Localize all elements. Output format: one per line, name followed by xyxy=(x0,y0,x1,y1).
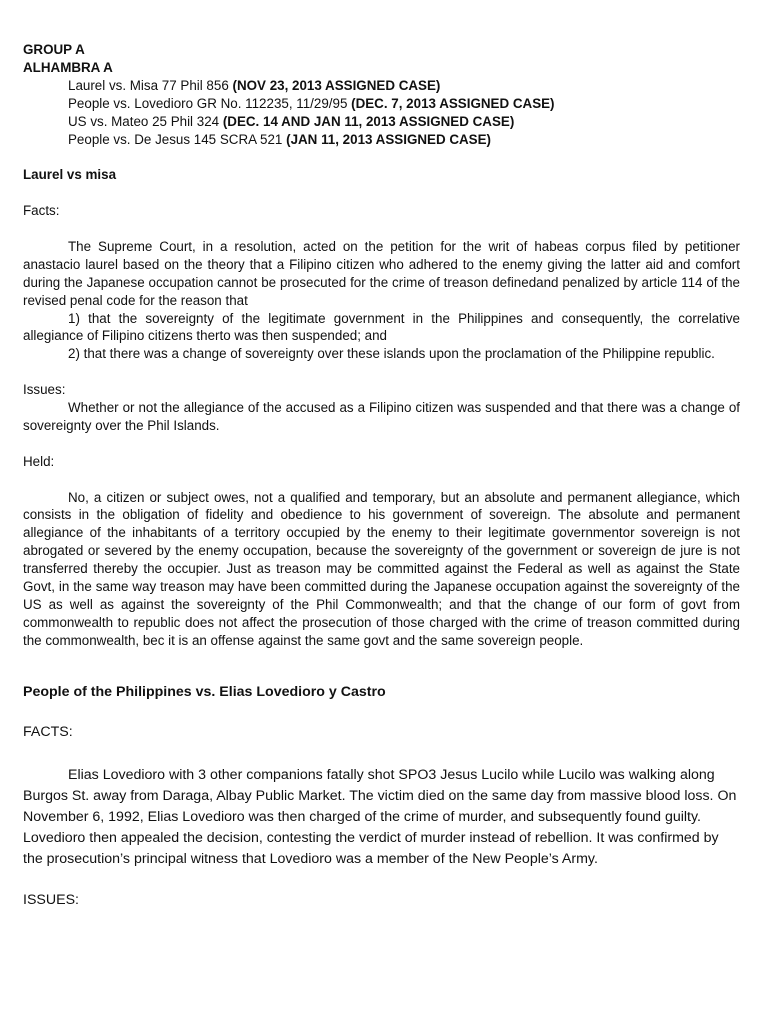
case-citation: People vs. Lovedioro GR No. 112235, 11/29/95 xyxy=(68,95,352,111)
case-list-item xyxy=(68,77,740,95)
case1-facts-label: Facts: xyxy=(23,203,60,219)
case-citation: Laurel vs. Misa 77 Phil 856 xyxy=(68,77,233,93)
case2-title: People of the Philippines vs. Elias Lovedioro y Castro xyxy=(23,683,386,700)
subgroup-heading: ALHAMBRA A xyxy=(23,59,113,75)
case2-section xyxy=(23,702,740,911)
case-assigned: (NOV 23, 2013 ASSIGNED CASE) xyxy=(232,77,441,93)
case-list-item xyxy=(68,113,740,131)
case-citation: US vs. Mateo 25 Phil 324 xyxy=(68,113,223,129)
case1-title: Laurel vs misa xyxy=(23,167,117,183)
case1-facts-point-1: 1) that the sovereignty of the legitimate government in the Philippines and consequently, the correlative allegiance of Filipino citizens therto was then suspended; and xyxy=(23,310,740,344)
case-assigned: (DEC. 7, 2013 ASSIGNED CASE) xyxy=(351,95,555,111)
case1-facts-point-2: 2) that there was a change of sovereignty over these islands upon the proclamation of the Philippine republic. xyxy=(68,346,715,362)
case2-facts-label: FACTS: xyxy=(23,723,73,740)
case-list-item xyxy=(68,95,740,113)
case-list xyxy=(23,77,740,149)
case1-facts-paragraph: The Supreme Court, in a resolution, acted on the petition for the writ of habeas corpus filed by petitioner anastacio laurel based on the theory that a Filipino citizen who adhered to the enemy giving the latter aid and comfort during the Japanese occupation cannot be prosecuted for the crime of treason definedand penalized by article 114 of the revised penal code for the reason that xyxy=(23,238,740,308)
case1-held-text: No, a citizen or subject owes, not a qualified and temporary, but an absolute and permanent allegiance, which consists in the obligation of fidelity and obedience to his government of sovereign. The absolute and permanent allegiance of the inhabitants of a territory occupied by the enemy to their legitimate governmentor sovereign is not abrogated or severed by the enemy occupation, because the sovereignty of the government or sovereign de jure is not transferred thereby the occupier. Just as treason may be committed against the Federal as well as against the State Govt, in the same way treason may have been committed during the Japanese occupation against the sovereignty of the US as well as against the sovereignty of the Phil Commonwealth; and that the change of our form of govt from commonwealth to republic does not affect the prosecution of those charged with the crime of treason committed during the commonwealth, bec it is an offense against the same govt and the same sovereign people. xyxy=(23,489,740,648)
case-assigned: (DEC. 14 AND JAN 11, 2013 ASSIGNED CASE) xyxy=(222,113,515,129)
case1-issues-label: Issues: xyxy=(23,382,66,398)
case-citation: People vs. De Jesus 145 SCRA 521 xyxy=(68,131,287,147)
case-assigned: (JAN 11, 2013 ASSIGNED CASE) xyxy=(286,131,492,147)
case2-facts-text: Elias Lovedioro with 3 other companions fatally shot SPO3 Jesus Lucilo while Lucilo was walking along Burgos St. away from Daraga, Albay Public Market. The victim died on the same day from massive blood loss. On November 6, 1992, Elias Lovedioro was then charged of the crime of murder, and subsequently found guilty. Lovedioro then appealed the decision, contesting the verdict of murder instead of rebellion. It was confirmed by the prosecution’s principal witness that Lovedioro was a member of the New People’s Army. xyxy=(23,766,737,867)
case1-held-label: Held: xyxy=(23,453,55,469)
case1-issues-text: Whether or not the allegiance of the accused as a Filipino citizen was suspended and that there was a change of sovereignty over the Phil Islands. xyxy=(23,400,740,433)
case-list-item xyxy=(68,131,740,149)
case2-issues-label: ISSUES: xyxy=(23,891,79,908)
group-heading: GROUP A xyxy=(23,42,85,57)
